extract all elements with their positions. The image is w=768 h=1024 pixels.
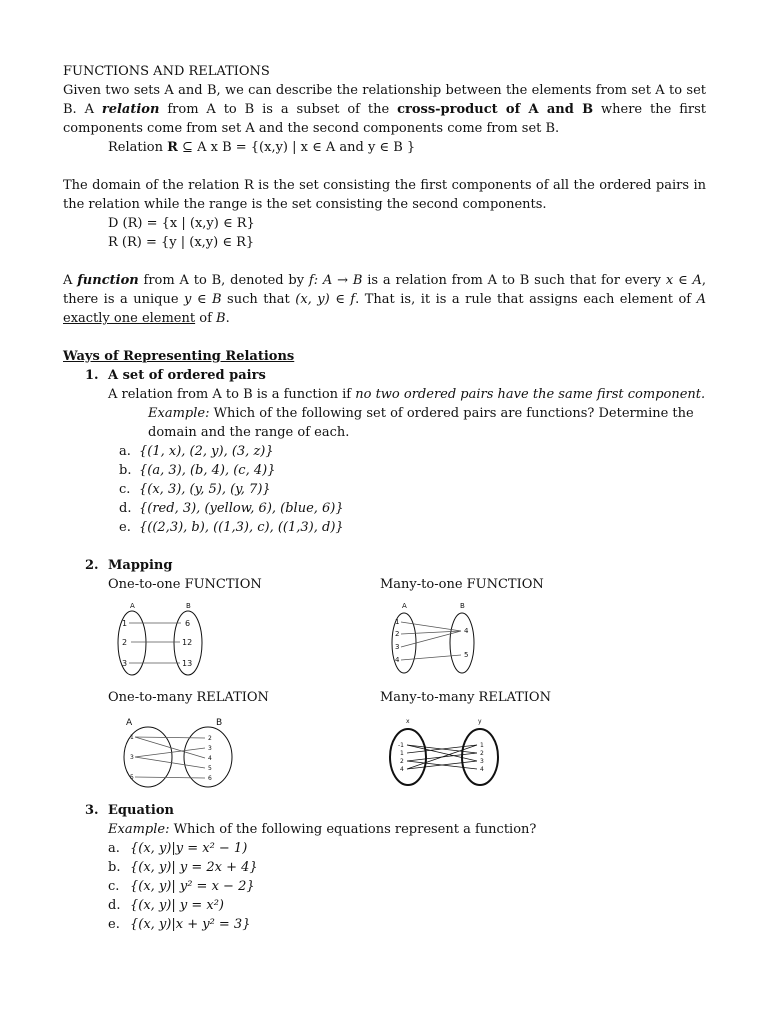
list-item-letter: b. bbox=[108, 860, 121, 875]
list-item-text: {(x, y)| y² = x − 2} bbox=[130, 879, 255, 894]
set-x-ellipse bbox=[390, 729, 426, 785]
b-element: 6 bbox=[185, 619, 191, 628]
equation-item bbox=[63, 839, 706, 858]
b-element: 3 bbox=[208, 745, 212, 752]
set-x-label: x bbox=[406, 718, 410, 725]
list-item-letter: a. bbox=[108, 841, 120, 856]
list-item-text: {(a, 3), (b, 4), (c, 4)} bbox=[139, 463, 276, 478]
list-item-letter: a. bbox=[119, 444, 131, 459]
ordered-pair-item bbox=[63, 518, 706, 537]
set-a-label: A bbox=[402, 602, 407, 610]
ordered-pair-item bbox=[63, 442, 706, 461]
a-element: 3 bbox=[130, 754, 134, 761]
set-b-label: B bbox=[460, 602, 465, 610]
set-y-label: y bbox=[478, 718, 482, 725]
y-element: 1 bbox=[480, 742, 484, 749]
b-element: 4 bbox=[208, 755, 212, 762]
function-term: function bbox=[77, 273, 139, 288]
a-element: 2 bbox=[395, 630, 400, 638]
list-item-letter: e. bbox=[108, 917, 120, 932]
set-y-ellipse bbox=[462, 729, 498, 785]
list-item-letter: e. bbox=[119, 520, 131, 535]
function-rule: A relation from A to B is a function if no two ordered pairs have the same first component. bbox=[108, 387, 706, 402]
b-element: 13 bbox=[182, 659, 193, 668]
list-item-letter: b. bbox=[119, 463, 132, 478]
b-element: 2 bbox=[208, 735, 212, 742]
set-a-label: A bbox=[130, 602, 135, 610]
exactly-one-element: exactly one element bbox=[63, 311, 196, 326]
document-title: FUNCTIONS AND RELATIONS bbox=[63, 64, 270, 79]
ordered-pair-item bbox=[63, 461, 706, 480]
range-definition: R (R) = {y | (x,y) ∈ R} bbox=[108, 235, 255, 250]
list-item-letter: d. bbox=[119, 501, 132, 516]
list-item-text: {((2,3), b), ((1,3), c), ((1,3), d)} bbox=[139, 520, 344, 535]
set-b-label: B bbox=[216, 718, 223, 728]
b-element: 5 bbox=[208, 765, 212, 772]
list-item-text: {(x, y)| y = 2x + 4} bbox=[130, 860, 258, 875]
example-1: Example: Which of the following set of ordered pairs are functions? Determine the domain and the range of each. bbox=[148, 406, 694, 440]
section-3-heading: 3. Equation bbox=[85, 803, 174, 818]
set-a-label: A bbox=[126, 718, 133, 728]
a-element: 1 bbox=[122, 619, 128, 628]
relation-term: relation bbox=[101, 102, 160, 117]
mapping-arrows bbox=[135, 737, 205, 778]
one-to-one-label: One-to-one FUNCTION bbox=[108, 577, 262, 592]
one-to-many-diagram bbox=[108, 713, 238, 791]
a-element: 5 bbox=[130, 774, 134, 781]
a-element: 1 bbox=[395, 618, 400, 626]
one-to-one-diagram bbox=[108, 600, 218, 678]
list-item-text: {(x, y)| y = x²) bbox=[130, 898, 224, 913]
ordered-pairs-list bbox=[63, 442, 706, 537]
y-element: 4 bbox=[480, 766, 484, 773]
set-b-label: B bbox=[186, 602, 191, 610]
list-item-letter: d. bbox=[108, 898, 121, 913]
cross-product-term: cross-product of A and B bbox=[397, 102, 594, 117]
ordered-pair-item bbox=[63, 480, 706, 499]
many-to-many-label: Many-to-many RELATION bbox=[380, 690, 551, 705]
function-definition: A function from A to B, denoted by f: A → B is a relation from A to B such that for every x ∈ A, there is a unique y ∈ B such that (x, y) ∈ f. That is, it is a rule that assigns each element of A exactly one element of B. bbox=[63, 273, 706, 326]
section-1-heading: 1. A set of ordered pairs bbox=[85, 368, 266, 383]
example-3: Example: Which of the following equations represent a function? bbox=[108, 822, 537, 837]
equation-item bbox=[63, 896, 706, 915]
intro-paragraph: Given two sets A and B, we can describe the relationship between the elements from set A to set B. A relation from A to B is a subset of the cross-product of A and B where the first components come from set A and the second components come from set B. bbox=[63, 83, 706, 136]
b-element: 4 bbox=[464, 627, 469, 635]
list-item-text: {(red, 3), (yellow, 6), (blue, 6)} bbox=[139, 501, 344, 516]
mapping-arrows bbox=[129, 623, 181, 663]
b-element: 6 bbox=[208, 775, 212, 782]
many-to-one-diagram bbox=[380, 600, 490, 678]
relation-definition: Relation R ⊆ A x B = {(x,y) | x ∈ A and y ∈ B } bbox=[108, 140, 416, 155]
ways-heading: Ways of Representing Relations bbox=[63, 349, 295, 364]
a-element: 3 bbox=[395, 643, 400, 651]
section-2-heading: 2. Mapping bbox=[85, 558, 173, 573]
a-element: 4 bbox=[395, 656, 400, 664]
document-page bbox=[63, 62, 706, 934]
a-element: 3 bbox=[122, 659, 128, 668]
equation-item bbox=[63, 915, 706, 934]
x-element: 4 bbox=[400, 766, 404, 773]
equation-item bbox=[63, 877, 706, 896]
one-to-many-label: One-to-many RELATION bbox=[108, 690, 269, 705]
a-element: 1 bbox=[130, 734, 134, 741]
list-item-text: {(x, 3), (y, 5), (y, 7)} bbox=[139, 482, 271, 497]
domain-definition: D (R) = {x | (x,y) ∈ R} bbox=[108, 216, 255, 231]
b-element: 5 bbox=[464, 651, 469, 659]
many-to-one-label: Many-to-one FUNCTION bbox=[380, 577, 544, 592]
x-element: 2 bbox=[400, 758, 404, 765]
x-element: 1 bbox=[400, 750, 404, 757]
list-item-text: {(x, y)|y = x² − 1) bbox=[130, 841, 248, 856]
y-element: 2 bbox=[480, 750, 484, 757]
list-item-letter: c. bbox=[108, 879, 120, 894]
a-element: 2 bbox=[122, 638, 128, 647]
mapping-arrows bbox=[407, 745, 477, 769]
mapping-row-1 bbox=[63, 575, 706, 678]
set-b-ellipse bbox=[450, 613, 474, 673]
x-element: -1 bbox=[398, 742, 404, 749]
y-element: 3 bbox=[480, 758, 484, 765]
equations-list bbox=[63, 839, 706, 934]
list-item-text: {(x, y)|x + y² = 3} bbox=[130, 917, 251, 932]
mapping-row-2 bbox=[63, 688, 706, 791]
b-element: 12 bbox=[182, 638, 193, 647]
ordered-pair-item bbox=[63, 499, 706, 518]
equation-item bbox=[63, 858, 706, 877]
list-item-text: {(1, x), (2, y), (3, z)} bbox=[139, 444, 274, 459]
list-item-letter: c. bbox=[119, 482, 131, 497]
many-to-many-diagram bbox=[380, 713, 510, 791]
domain-paragraph: The domain of the relation R is the set consisting the first components of all the ordered pairs in the relation while the range is the set consisting the second components. bbox=[63, 178, 706, 212]
